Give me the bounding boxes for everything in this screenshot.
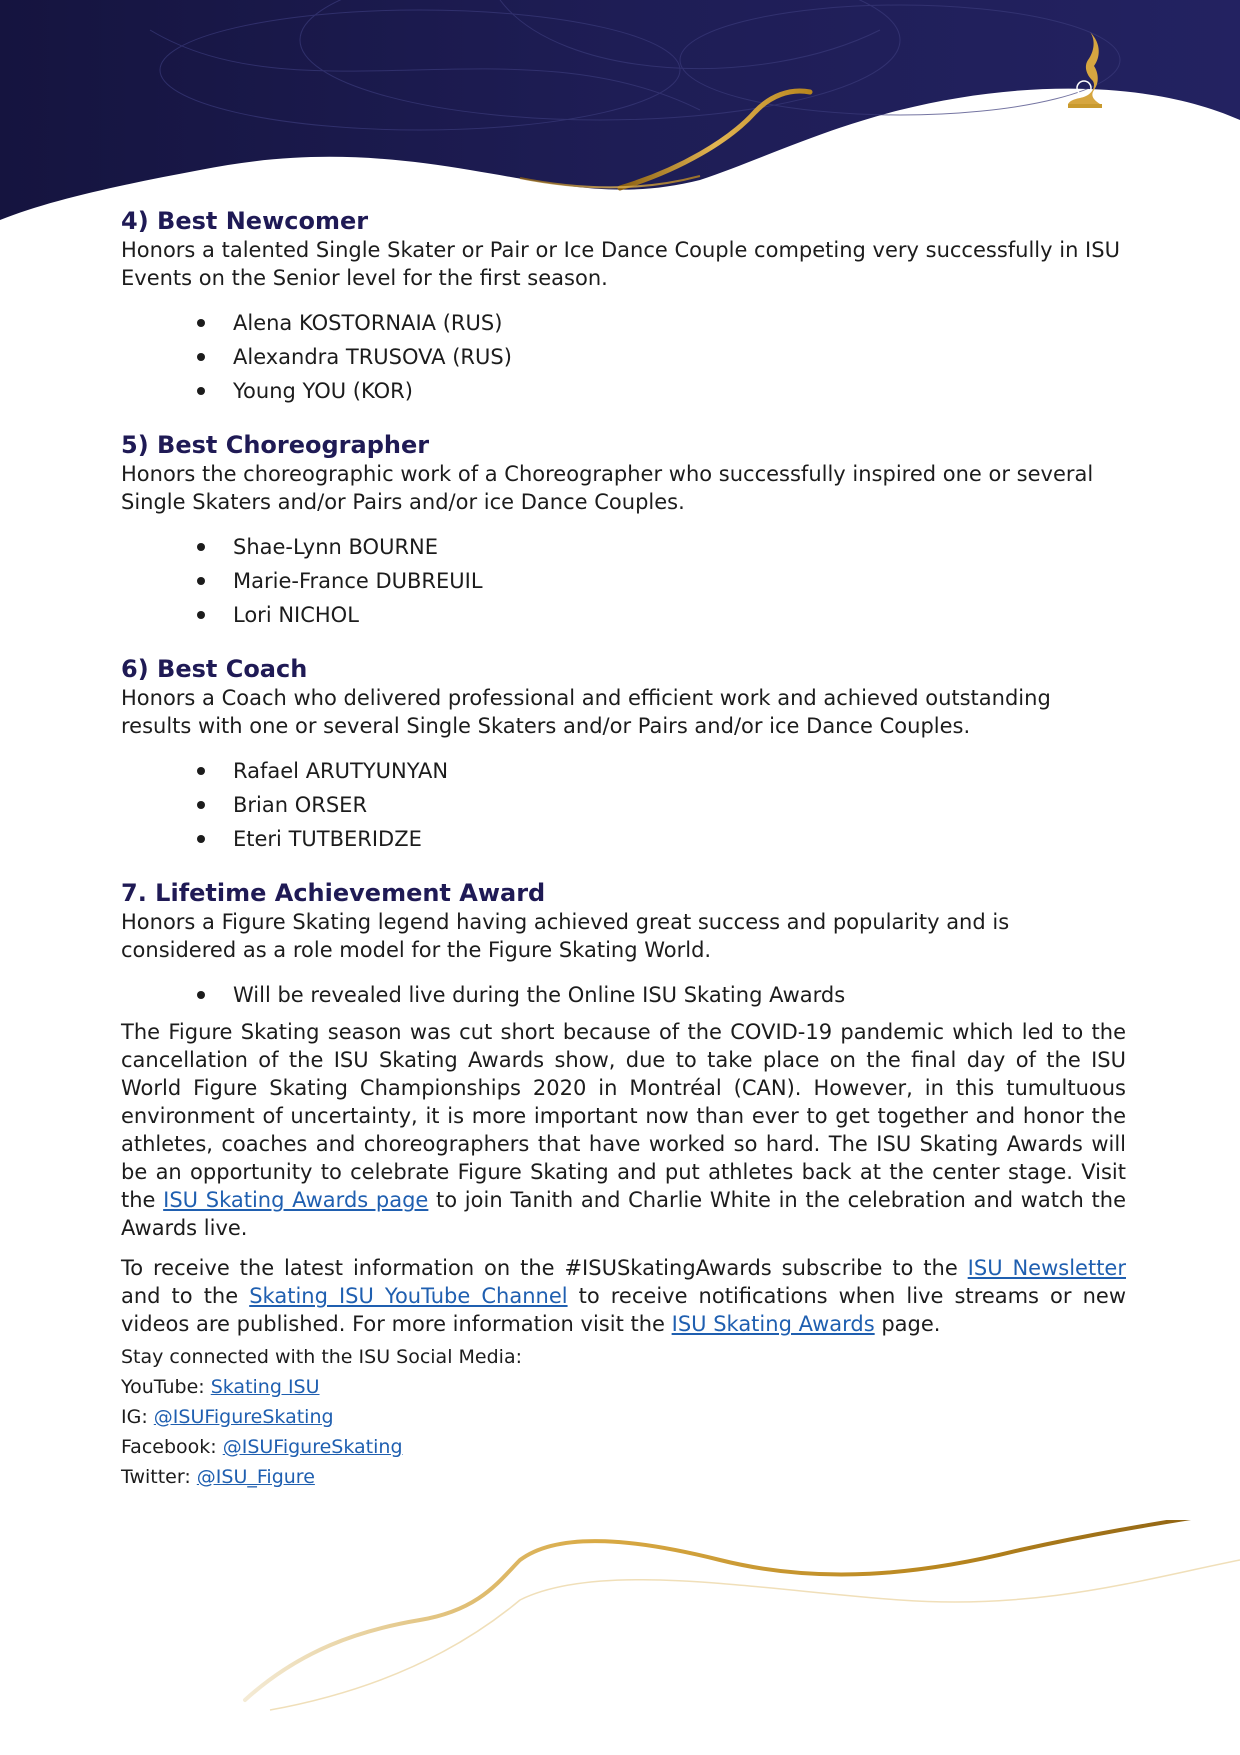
section-title: 4) Best Newcomer — [121, 207, 369, 235]
bullet-icon — [197, 767, 205, 775]
nominee-item — [121, 598, 1126, 632]
bullet-icon — [197, 319, 205, 327]
nominee-name: Lori NICHOL — [233, 603, 359, 627]
youtube-channel-link[interactable]: Skating ISU YouTube Channel — [249, 1284, 568, 1308]
nominee-name: Will be revealed live during the Online ISU Skating Awards — [233, 983, 846, 1007]
social-instagram — [121, 1402, 1126, 1432]
paragraph-text: to receive notifications when live streams or new videos are published. For more information visit the — [121, 1284, 1126, 1336]
nominee-item — [121, 374, 1126, 408]
nominee-item — [121, 754, 1126, 788]
bullet-icon — [197, 835, 205, 843]
section-lifetime-achievement — [121, 878, 1126, 1012]
trophy-icon — [1050, 30, 1120, 110]
section-description: Honors the choreographic work of a Choreographer who successfully inspired one or several Single Skaters and/or Pairs and/or ice Dance Couples. — [121, 462, 1094, 514]
bullet-icon — [197, 801, 205, 809]
nominee-item — [121, 340, 1126, 374]
paragraph-text: page. — [874, 1312, 941, 1336]
section-best-choreographer — [121, 430, 1126, 632]
logo-text-line1: SKATING — [1056, 110, 1114, 123]
bullet-icon — [197, 611, 205, 619]
season-paragraph — [121, 1018, 1126, 1242]
nominee-list — [121, 306, 1126, 408]
nominee-list — [121, 530, 1126, 632]
social-intro: Stay connected with the ISU Social Media: — [121, 1346, 522, 1368]
social-youtube — [121, 1372, 1126, 1402]
paragraph-text: and to the — [121, 1284, 250, 1308]
isu-skating-awards-link[interactable]: ISU Skating Awards — [671, 1312, 875, 1336]
social-media-block — [121, 1342, 1126, 1492]
isu-skating-awards-page-link[interactable]: ISU Skating Awards page — [163, 1188, 429, 1212]
nominee-name: Brian ORSER — [233, 793, 368, 817]
section-best-newcomer — [121, 206, 1126, 408]
social-label: IG: — [121, 1406, 154, 1428]
bullet-icon — [197, 577, 205, 585]
social-facebook — [121, 1432, 1126, 1462]
bullet-icon — [197, 991, 205, 999]
social-twitter — [121, 1462, 1126, 1492]
section-title: 5) Best Choreographer — [121, 431, 430, 459]
section-description: Honors a Coach who delivered professional and efficient work and achieved outstanding results with one or several Single Skaters and/or Pairs and/or ice Dance Couples. — [121, 686, 1051, 738]
nominee-name: Eteri TUTBERIDZE — [233, 827, 422, 851]
nominee-list — [121, 754, 1126, 856]
social-label: Twitter: — [121, 1466, 197, 1488]
nominee-name: Alexandra TRUSOVA (RUS) — [233, 345, 512, 369]
section-description: Honors a talented Single Skater or Pair or Ice Dance Couple competing very successfully in ISU Events on the Senior level for the first season. — [121, 238, 1120, 290]
section-title: 6) Best Coach — [121, 655, 308, 683]
logo-text-line2: AWARDS — [1056, 124, 1114, 137]
paragraph-text: to join Tanith and Charlie White in the celebration and watch the Awards live. — [121, 1188, 1127, 1240]
youtube-link[interactable]: Skating ISU — [210, 1376, 320, 1398]
nominee-name: Alena KOSTORNAIA (RUS) — [233, 311, 503, 335]
isu-skating-awards-logo — [1030, 30, 1140, 150]
nominee-item — [121, 564, 1126, 598]
nominee-item — [121, 306, 1126, 340]
instagram-link[interactable]: @ISUFigureSkating — [153, 1406, 334, 1428]
social-label: YouTube: — [121, 1376, 211, 1398]
section-description: Honors a Figure Skating legend having achieved great success and popularity and is considered as a role model for the Figure Skating World. — [121, 910, 1010, 962]
document-body — [121, 206, 1126, 1492]
isu-newsletter-link[interactable]: ISU Newsletter — [967, 1256, 1126, 1280]
section-title: 7. Lifetime Achievement Award — [121, 879, 546, 907]
nominee-name: Marie-France DUBREUIL — [233, 569, 483, 593]
paragraph-text: To receive the latest information on the #ISUSkatingAwards subscribe to the — [121, 1256, 968, 1280]
footer-gold-swoosh — [0, 1520, 1240, 1755]
paragraph-text: The Figure Skating season was cut short because of the COVID-19 pandemic which led to the cancellation of the ISU Skating Awards show, due to take place on the final day of the ISU World Figure Skating Championships 2020 in Montréal (CAN). However, in this tumultuous environment of uncertainty, it is more important now than ever to get together and honor the athletes, coaches and choreographers that have worked so hard. The ISU Skating Awards will be an opportunity to celebrate Figure Skating and put athletes back at the center stage. Visit the — [121, 1020, 1126, 1212]
social-label: Facebook: — [121, 1436, 223, 1458]
nominee-item — [121, 788, 1126, 822]
twitter-link[interactable]: @ISU_Figure — [196, 1466, 315, 1488]
bullet-icon — [197, 387, 205, 395]
nominee-item — [121, 978, 1126, 1012]
nominee-name: Young YOU (KOR) — [233, 379, 413, 403]
facebook-link[interactable]: @ISUFigureSkating — [222, 1436, 403, 1458]
subscribe-paragraph — [121, 1254, 1126, 1338]
nominee-name: Rafael ARUTYUNYAN — [233, 759, 449, 783]
bullet-icon — [197, 543, 205, 551]
nominee-item — [121, 530, 1126, 564]
bullet-icon — [197, 353, 205, 361]
nominee-item — [121, 822, 1126, 856]
section-best-coach — [121, 654, 1126, 856]
nominee-list — [121, 978, 1126, 1012]
nominee-name: Shae-Lynn BOURNE — [233, 535, 439, 559]
